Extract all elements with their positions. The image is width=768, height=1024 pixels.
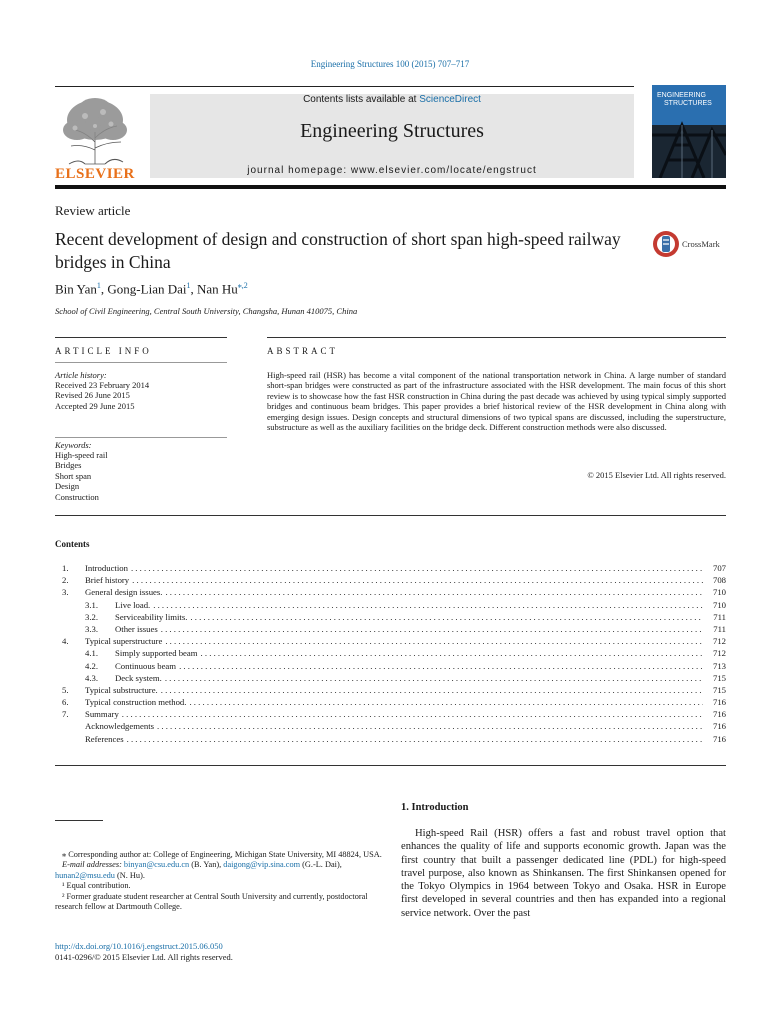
toc-page-number: 708 bbox=[712, 575, 726, 586]
issn-copyright: 0141-0296/© 2015 Elsevier Ltd. All rights reserved. bbox=[55, 952, 233, 962]
toc-entry[interactable] bbox=[55, 635, 726, 647]
footnote-1: ¹ Equal contribution. bbox=[62, 881, 131, 891]
toc-page-number: 710 bbox=[712, 587, 726, 598]
author-sep: , bbox=[100, 281, 108, 297]
crossmark-badge[interactable] bbox=[652, 229, 730, 259]
toc-page-number: 712 bbox=[712, 648, 726, 659]
toc-title[interactable]: Brief history bbox=[85, 575, 130, 586]
toc-leader-dots bbox=[153, 599, 703, 611]
toc-title[interactable]: General design issues. bbox=[85, 587, 163, 598]
header-rule bbox=[55, 86, 634, 87]
history-label: Article history: bbox=[55, 370, 107, 380]
toc-title[interactable]: Simply supported beam bbox=[115, 648, 198, 659]
author-sep: , bbox=[190, 281, 197, 297]
toc-leader-dots bbox=[189, 696, 703, 708]
toc-number bbox=[55, 733, 85, 745]
toc-leader-dots bbox=[132, 574, 703, 586]
abstract-heading: ABSTRACT bbox=[267, 346, 339, 356]
author-sup[interactable]: 1 bbox=[96, 281, 101, 290]
toc-number: 4.1. bbox=[85, 648, 99, 659]
abstract-text bbox=[267, 370, 726, 433]
toc-leader-dots bbox=[122, 708, 703, 720]
toc-number: 3.1. bbox=[85, 599, 99, 610]
toc-number: 4. bbox=[62, 636, 69, 647]
toc-title[interactable]: Typical substructure. bbox=[85, 684, 158, 695]
table-of-contents bbox=[55, 562, 726, 745]
journal-homepage[interactable]: journal homepage: www.elsevier.com/locate/engstruct bbox=[247, 165, 537, 176]
article-history bbox=[55, 380, 149, 411]
toc-title[interactable]: Typical construction method. bbox=[85, 697, 187, 708]
toc-number: 3.3. bbox=[85, 623, 99, 634]
author-name[interactable]: Bin Yan bbox=[55, 281, 97, 297]
email-owner: (N. Hu). bbox=[114, 870, 145, 880]
toc-page-number: 716 bbox=[712, 721, 726, 732]
toc-leader-dots bbox=[165, 672, 703, 684]
history-accepted: Accepted 29 June 2015 bbox=[55, 400, 135, 411]
toc-title[interactable]: Deck system. bbox=[115, 672, 162, 683]
toc-page-number: 715 bbox=[712, 684, 726, 695]
toc-number: 3.2. bbox=[85, 611, 99, 622]
toc-title[interactable]: Live load. bbox=[115, 599, 151, 610]
toc-entry[interactable] bbox=[55, 611, 726, 623]
introduction-text bbox=[401, 827, 726, 920]
toc-entry[interactable] bbox=[55, 562, 726, 574]
toc-entry[interactable] bbox=[55, 696, 726, 708]
toc-number: 1. bbox=[62, 563, 69, 573]
toc-leader-dots bbox=[165, 635, 703, 647]
toc-page-number: 707 bbox=[712, 563, 726, 573]
journal-cover-image[interactable] bbox=[652, 85, 726, 178]
toc-page-number: 716 bbox=[712, 733, 726, 744]
email-label: E-mail addresses: bbox=[62, 860, 124, 870]
keywords-label: Keywords: bbox=[55, 440, 92, 450]
cover-title-line2: STRUCTURES bbox=[664, 100, 712, 107]
article-info-heading: ARTICLE INFO bbox=[55, 346, 152, 356]
toc-entry[interactable] bbox=[55, 586, 726, 598]
author-name[interactable]: Gong-Lian Dai bbox=[107, 281, 187, 297]
abstract-rule bbox=[267, 337, 726, 338]
toc-page-number: 713 bbox=[712, 660, 726, 671]
toc-title[interactable]: Continuous beam bbox=[115, 660, 177, 671]
footnote-2: ² Former graduate student researcher at Central South University and currently, postdoctoral research fellow at Dartmouth College. bbox=[55, 891, 368, 912]
email-link[interactable]: binyan@csu.edu.cn bbox=[123, 860, 190, 870]
affiliation: School of Civil Engineering, Central South University, Changsha, Hunan 410075, China bbox=[55, 306, 358, 316]
toc-entry[interactable] bbox=[55, 720, 726, 732]
introduction-heading: 1. Introduction bbox=[401, 802, 469, 813]
email-link[interactable]: daigong@vip.sina.com bbox=[223, 860, 301, 870]
keyword: Construction bbox=[55, 491, 99, 502]
toc-entry[interactable] bbox=[55, 623, 726, 635]
author-sup[interactable]: ⁎,2 bbox=[237, 281, 248, 290]
article-info-divider bbox=[55, 362, 227, 363]
footnotes bbox=[55, 850, 385, 912]
contents-prefix: Contents lists available at bbox=[303, 94, 420, 105]
history-revised: Revised 26 June 2015 bbox=[55, 390, 130, 401]
toc-leader-dots bbox=[161, 684, 703, 696]
toc-leader-dots bbox=[157, 720, 703, 732]
toc-number: 7. bbox=[62, 709, 69, 720]
toc-entry[interactable] bbox=[55, 684, 726, 696]
toc-entry[interactable] bbox=[55, 574, 726, 586]
introduction-paragraph: High-speed Rail (HSR) offers a fast and robust travel option that enhances the quality of life and supports economic growth. Japan was the first country that built a passenger dedicated line (PDL) for high-speed travel purpose, also known as Shinkansen. The first Shinkansen opened for the Tokyo Olympics in 1964 between Tokyo and Osaka. HSR in Europe first developed in several countries and then has expanded into a regional service network. Over the past bbox=[401, 828, 726, 919]
toc-page-number: 716 bbox=[712, 697, 726, 708]
toc-leader-dots bbox=[179, 660, 703, 672]
abstract-copyright: © 2015 Elsevier Ltd. All rights reserved. bbox=[587, 470, 726, 480]
crossmark-label: CrossMark bbox=[682, 239, 720, 249]
keywords-divider bbox=[55, 437, 227, 438]
doi-link[interactable]: http://dx.doi.org/10.1016/j.engstruct.2015.06.050 bbox=[55, 941, 223, 951]
toc-entry[interactable] bbox=[55, 672, 726, 684]
toc-title[interactable]: Typical superstructure bbox=[85, 636, 163, 647]
toc-number: 6. bbox=[62, 697, 69, 708]
toc-leader-dots bbox=[201, 647, 703, 659]
keyword: High-speed rail bbox=[55, 450, 108, 460]
contents-available-line bbox=[150, 94, 634, 105]
article-type: Review article bbox=[55, 203, 131, 218]
keyword: Design bbox=[55, 481, 80, 492]
journal-title: Engineering Structures bbox=[300, 120, 484, 142]
toc-title[interactable]: Introduction bbox=[85, 563, 128, 573]
toc-page-number: 716 bbox=[712, 709, 726, 720]
toc-number: 2. bbox=[62, 575, 69, 586]
sciencedirect-link[interactable]: ScienceDirect bbox=[419, 94, 481, 105]
toc-leader-dots bbox=[127, 733, 703, 745]
contents-bottom-rule bbox=[55, 765, 726, 766]
toc-page-number: 715 bbox=[712, 672, 726, 683]
toc-page-number: 712 bbox=[712, 636, 726, 647]
article-info-rule bbox=[55, 337, 227, 338]
crossmark-icon bbox=[652, 229, 730, 259]
keyword: Short span bbox=[55, 470, 92, 481]
toc-number bbox=[55, 720, 85, 732]
corresponding-author-note: ⁎ Corresponding author at: College of Engineering, Michigan State University, MI 48824, USA. bbox=[62, 850, 382, 859]
article-title: Recent development of design and construction of short span high-speed railway bridges in China bbox=[55, 229, 621, 272]
toc-number: 5. bbox=[62, 684, 69, 695]
keywords-list bbox=[55, 450, 108, 502]
keyword: Bridges bbox=[55, 460, 82, 471]
author-sup[interactable]: 1 bbox=[186, 281, 191, 290]
email-link[interactable]: hunan2@msu.edu bbox=[55, 870, 115, 880]
toc-entry[interactable] bbox=[55, 733, 726, 745]
toc-title[interactable]: References bbox=[85, 733, 124, 744]
abstract-paragraph: High-speed rail (HSR) has become a vital component of the national transportation network in China. A large number of standard short-span bridges were constructed as part of the infrastructure associated with the HSR development. The main focus of this short review is to showcase how the fast HSR construction in China during the past decade was achieved by using typical simply supported bridges and continuous beam bridges. This paper provides a brief historical review of the HSR development in China along with emerging design issues. Design concepts and structural dimensions of two typical spans are discussed, including the superstructure, substructure as well as the auxiliary facilities on the bridge deck. Different construction methods were also discussed. bbox=[267, 370, 726, 433]
toc-entry[interactable] bbox=[55, 708, 726, 720]
toc-page-number: 710 bbox=[712, 599, 726, 610]
toc-title[interactable]: Serviceability limits. bbox=[115, 611, 188, 622]
toc-entry[interactable] bbox=[55, 647, 726, 659]
toc-entry[interactable] bbox=[55, 599, 726, 611]
toc-leader-dots bbox=[161, 623, 703, 635]
toc-title[interactable]: Acknowledgements bbox=[85, 721, 154, 732]
journal-citation-link[interactable]: Engineering Structures 100 (2015) 707–717 bbox=[310, 59, 470, 69]
toc-page-number: 711 bbox=[713, 623, 726, 634]
elsevier-wordmark: ELSEVIER bbox=[55, 166, 135, 182]
footnote-rule bbox=[55, 820, 103, 821]
abstract-bottom-rule bbox=[55, 515, 726, 516]
masthead-rule bbox=[55, 185, 726, 189]
toc-number: 4.3. bbox=[85, 672, 99, 683]
email-addresses bbox=[55, 860, 385, 881]
history-received: Received 23 February 2014 bbox=[55, 380, 150, 390]
toc-number: 4.2. bbox=[85, 660, 99, 671]
toc-title[interactable]: Summary bbox=[85, 709, 119, 720]
toc-leader-dots bbox=[131, 562, 703, 574]
toc-leader-dots bbox=[190, 611, 703, 623]
toc-title[interactable]: Other issues bbox=[115, 623, 158, 634]
author-name[interactable]: Nan Hu bbox=[196, 281, 238, 297]
toc-page-number: 711 bbox=[713, 611, 726, 622]
toc-entry[interactable] bbox=[55, 660, 726, 672]
author-list bbox=[55, 281, 248, 297]
email-owner: (G.-L. Dai), bbox=[300, 860, 342, 870]
contents-heading: Contents bbox=[55, 539, 90, 549]
email-owner: (B. Yan), bbox=[189, 860, 224, 870]
toc-leader-dots bbox=[165, 586, 703, 598]
toc-number: 3. bbox=[62, 587, 69, 598]
cover-title-line1: ENGINEERING bbox=[657, 92, 707, 99]
